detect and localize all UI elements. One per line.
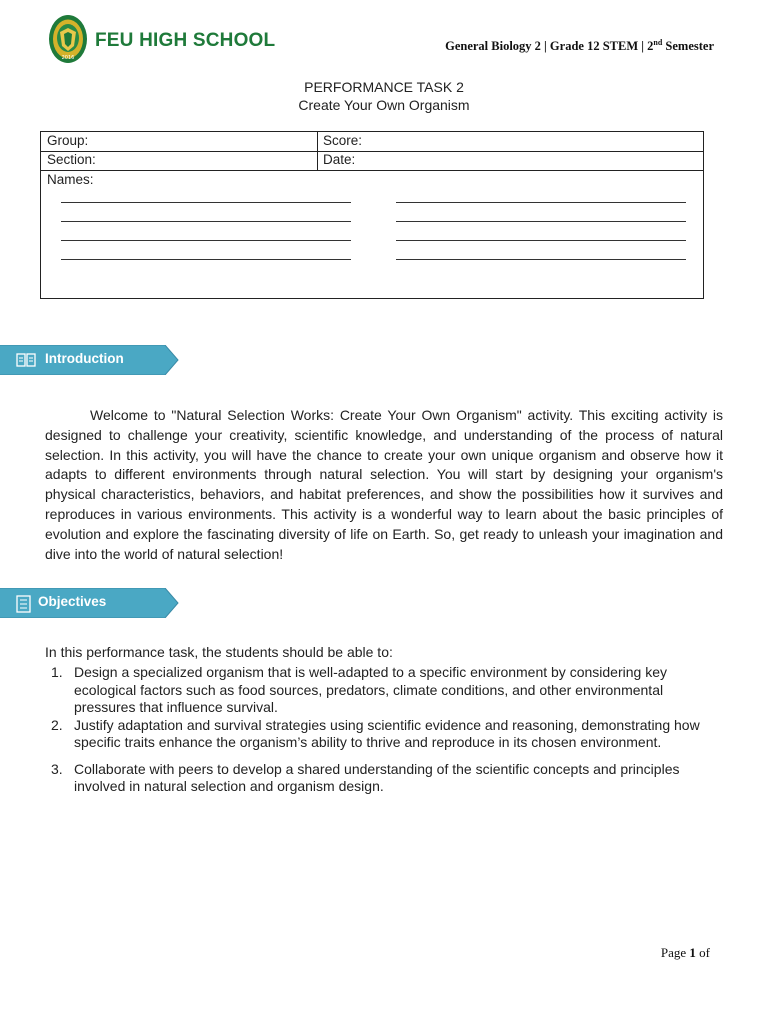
- name-blank-line: [396, 221, 686, 222]
- name-blank-line: [61, 240, 351, 241]
- name-blank-line: [396, 240, 686, 241]
- checklist-icon: [15, 595, 33, 611]
- course-superscript: nd: [653, 38, 663, 47]
- name-blank-line: [396, 202, 686, 203]
- introduction-banner: [0, 345, 180, 375]
- introduction-heading: Introduction: [45, 351, 124, 366]
- course-suffix: Semester: [662, 39, 714, 54]
- name-blank-line: [396, 259, 686, 260]
- name-blank-line: [61, 221, 351, 222]
- objective-item-3: [45, 761, 725, 796]
- cell-divider: [317, 132, 318, 151]
- seal-year: 2016: [61, 55, 75, 61]
- task-title: [0, 78, 768, 114]
- course-info: [445, 38, 714, 54]
- cell-divider: [317, 151, 318, 170]
- page-prefix: Page: [660, 945, 690, 960]
- introduction-text: Welcome to "Natural Selection Works: Create Your Own Organism" activity. This exciting activity is designed to challenge your creativity, scientific knowledge, and understanding of the process of natural selection. In this activity, you will have the chance to create your own unique organism and observe how it adapts to different environments through natural selection. You will start by designing your organism's physical characteristics, behaviors, and habitat preferences, and show the possibilities how it survives and reproduces in various environments. This activity is a wonderful way to learn about the basic principles of evolution and explore the fascinating diversity of life on Earth. So, get ready to unleash your imagination and dive into the world of natural selection!: [45, 407, 723, 562]
- group-label: Group:: [47, 133, 89, 148]
- objective-text: Collaborate with peers to develop a shared understanding of the scientific concepts and principles involved in natural selection and organism design.: [74, 760, 680, 794]
- objective-text: Justify adaptation and survival strategies using scientific evidence and reasoning, demonstrating how specific traits enhance the organism’s ability to thrive and reproduce in its chosen environment.: [74, 716, 700, 750]
- name-blank-line: [61, 259, 351, 260]
- page-current: 1: [689, 945, 696, 960]
- objective-item-2: [45, 717, 725, 752]
- date-label: Date:: [323, 152, 356, 167]
- objective-number: 3.: [51, 760, 63, 777]
- objectives-intro: In this performance task, the students should be able to:: [45, 644, 393, 660]
- objective-text: Design a specialized organism that is well-adapted to a specific environment by considering key ecological factors such as food sources, predators, climate conditions, and other environmental pressures that influence survival.: [74, 664, 667, 715]
- name-blank-line: [61, 202, 351, 203]
- score-label: Score:: [323, 133, 363, 148]
- course-prefix: General Biology 2 | Grade 12 STEM | 2: [445, 39, 654, 54]
- info-row-section: [41, 151, 703, 171]
- objectives-list: [45, 664, 725, 796]
- task-title-line1: PERFORMANCE TASK 2: [304, 79, 464, 95]
- objective-item-1: [45, 664, 725, 717]
- objective-number: 2.: [51, 716, 63, 733]
- page-number: [661, 945, 710, 961]
- task-title-line2: Create Your Own Organism: [298, 97, 470, 113]
- school-name: FEU HIGH SCHOOL: [95, 30, 276, 51]
- section-label: Section:: [47, 152, 96, 167]
- introduction-paragraph: [45, 406, 723, 564]
- open-book-icon: [16, 352, 36, 368]
- group-info-table: [40, 131, 704, 299]
- objective-number: 1.: [51, 664, 63, 680]
- school-seal-logo: [48, 14, 88, 64]
- objectives-banner: [0, 588, 180, 618]
- objectives-heading: Objectives: [38, 594, 107, 609]
- names-label: Names:: [47, 172, 94, 187]
- page-suffix: of: [695, 945, 710, 960]
- info-row-group: [41, 132, 703, 152]
